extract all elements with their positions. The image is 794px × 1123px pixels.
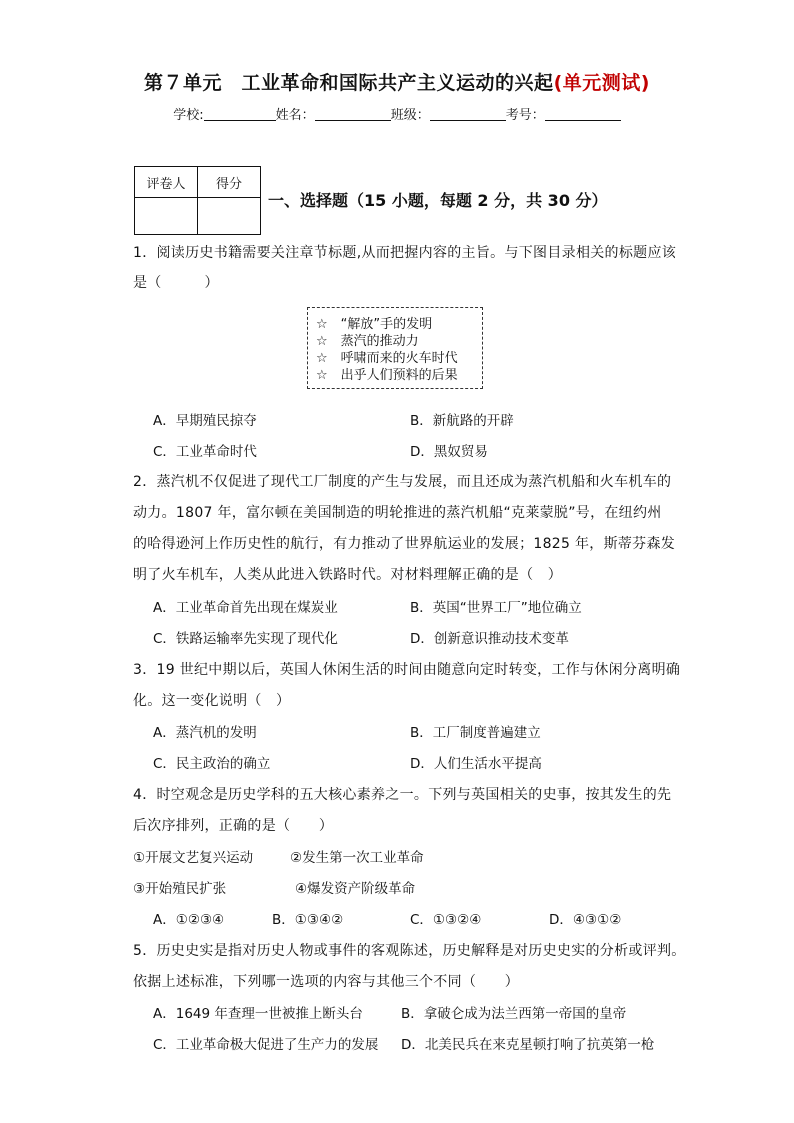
section-title: 一、选择题（15 小题，每题 2 分，共 30 分） [268, 191, 608, 210]
q4-event-2: ②发生第一次工业革命 [290, 850, 424, 866]
q5-option-a[interactable]: A．1649 年查理一世被推上断头台 [153, 1006, 363, 1022]
school-field[interactable] [204, 108, 276, 121]
toc-item: ☆ 蒸汽的推动力 [316, 334, 419, 349]
score-table [134, 166, 261, 235]
q3-option-a[interactable]: A．蒸汽机的发明 [153, 725, 257, 741]
q2-stem-line3: 的哈得逊河上作历史性的航行，有力推动了世界航运业的发展；1825 年，斯蒂芬森发 [133, 536, 676, 552]
q1-stem-line1: 1．阅读历史书籍需要关注章节标题,从而把握内容的主旨。与下图目录相关的标题应该 [133, 245, 677, 261]
grader-cell[interactable] [135, 198, 198, 235]
q5-stem-line2: 依据上述标准，下列哪一选项的内容与其他三个不同（ ） [133, 974, 520, 990]
toc-item: ☆ “解放”手的发明 [316, 317, 433, 332]
q3-stem-line2: 化。这一变化说明（ ） [133, 693, 291, 709]
q5-option-d[interactable]: D．北美民兵在来克星顿打响了抗英第一枪 [401, 1037, 655, 1053]
q1-option-a[interactable]: A．早期殖民掠夺 [153, 413, 257, 429]
q4-stem-line2: 后次序排列，正确的是（ ） [133, 818, 334, 834]
grader-label: 评卷人 [135, 167, 198, 198]
q1-toc-box [307, 307, 483, 389]
title-main: 第７单元 工业革命和国际共产主义运动的兴起 [144, 72, 554, 94]
school-label: 学校: [173, 108, 204, 123]
exam-no-field[interactable] [545, 108, 621, 121]
q4-stem-line1: 4．时空观念是历史学科的五大核心素养之一。下列与英国相关的史事，按其发生的先 [133, 787, 672, 803]
q3-stem-line1: 3．19 世纪中期以后，英国人休闲生活的时间由随意向定时转变，工作与休闲分离明确 [133, 662, 681, 678]
q3-option-d[interactable]: D．人们生活水平提高 [410, 756, 542, 772]
name-label: 姓名： [275, 108, 315, 123]
q2-stem-line4: 明了火车机车，人类从此进入铁路时代。对材料理解正确的是（ ） [133, 567, 562, 583]
toc-item: ☆ 呼啸而来的火车时代 [316, 351, 458, 366]
q2-stem-line1: 2．蒸汽机不仅促进了现代工厂制度的产生与发展，而且还成为蒸汽机船和火车机车的 [133, 474, 672, 490]
q1-option-c[interactable]: C．工业革命时代 [153, 444, 257, 460]
q4-event-1: ①开展文艺复兴运动 [133, 850, 254, 866]
q5-option-b[interactable]: B．拿破仑成为法兰西第一帝国的皇帝 [401, 1006, 627, 1022]
score-label: 得分 [198, 167, 261, 198]
q4-event-3: ③开始殖民扩张 [133, 881, 227, 897]
q4-event-4: ④爆发资产阶级革命 [295, 881, 416, 897]
q2-option-b[interactable]: B．英国“世界工厂”地位确立 [410, 600, 582, 616]
q2-option-a[interactable]: A．工业革命首先出现在煤炭业 [153, 600, 338, 616]
q3-option-b[interactable]: B．工厂制度普遍建立 [410, 725, 541, 741]
q2-option-c[interactable]: C．铁路运输率先实现了现代化 [153, 631, 338, 647]
name-field[interactable] [315, 108, 391, 121]
q4-option-d[interactable]: D．④③①② [549, 912, 622, 928]
exam-title [0, 68, 794, 95]
score-cell[interactable] [198, 198, 261, 235]
q4-option-c[interactable]: C．①③②④ [410, 912, 482, 928]
q3-option-c[interactable]: C．民主政治的确立 [153, 756, 271, 772]
exam-no-label: 考号： [505, 108, 545, 123]
class-field[interactable] [430, 108, 506, 121]
class-label: 班级： [390, 108, 430, 123]
q4-option-b[interactable]: B．①③④② [272, 912, 344, 928]
q5-stem-line1: 5．历史史实是指对历史人物或事件的客观陈述，历史解释是对历史史实的分析或评判。 [133, 943, 686, 959]
q4-option-a[interactable]: A．①②③④ [153, 912, 225, 928]
toc-item: ☆ 出乎人们预料的后果 [316, 368, 458, 383]
q2-stem-line2: 动力。1807 年，富尔顿在美国制造的明轮推进的蒸汽机船“克莱蒙脱”号，在纽约州 [133, 505, 662, 521]
q1-stem-line2: 是（ ） [133, 275, 219, 291]
q1-option-b[interactable]: B．新航路的开辟 [410, 413, 514, 429]
q5-option-c[interactable]: C．工业革命极大促进了生产力的发展 [153, 1037, 379, 1053]
q1-option-d[interactable]: D．黑奴贸易 [410, 444, 488, 460]
student-info [0, 104, 794, 123]
q2-option-d[interactable]: D．创新意识推动技术变革 [410, 631, 569, 647]
title-unit-test: (单元测试) [553, 72, 650, 94]
